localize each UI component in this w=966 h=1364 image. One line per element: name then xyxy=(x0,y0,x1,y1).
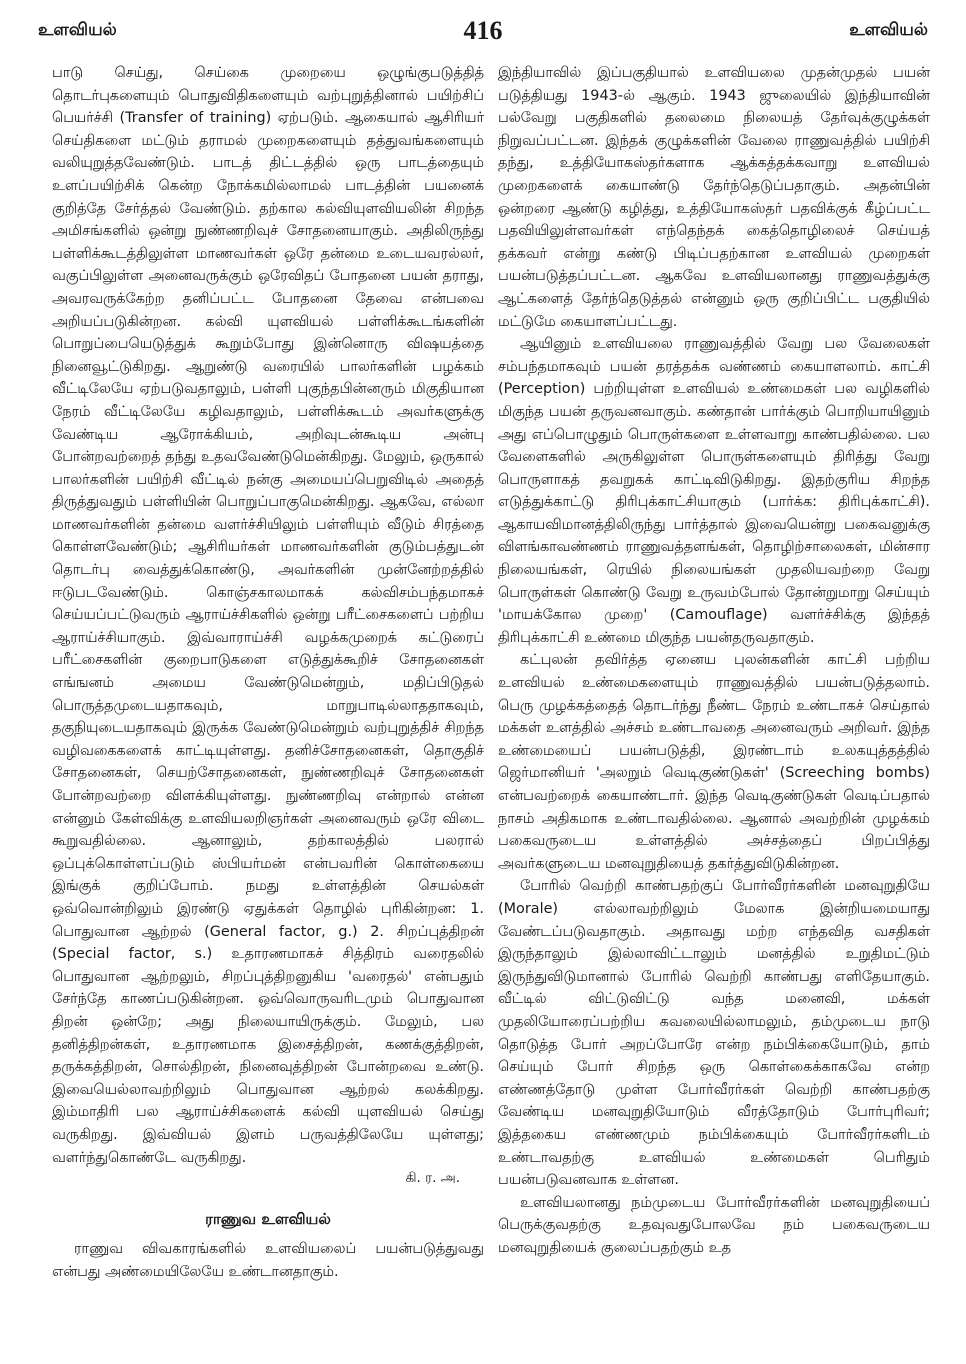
right-paragraph-4: போரில் வெற்றி காண்பதற்குப் போர்வீரர்களின் மனவுறுதியே (Morale) எல்லாவற்றிலும் மேலாக இன்றியமையாது வேண்டப்படுவதாகும். அதாவது மற்ற எந்தவித வசதிகள் இருந்தாலும் இல்லாவிட்டாலும் மனத்தில் உறுதிமட்டும் இருந்துவிடுமானால் போரில் வெற்றி காண்பது எளிதேயாகும். வீட்டில் விட்டுவிட்டு வந்த மனைவி, மக்கள் முதலியோரைப்பற்றிய கவலையில்லாமலும், தம்முடைய நாடு தொடுத்த போர் அறப்போரே என்ற நம்பிக்கையோடும், தாம் செய்யும் போர் சிறந்த ஒரு கொள்கைக்காகவே என்ற எண்ணத்தோடு முள்ள போர்வீரர்கள் வெற்றி காண்பதற்கு வேண்டிய மனவுறுதியோடும் வீரத்தோடும் போர்புரிவர்; இத்தகைய எண்ணமும் நம்பிக்கையும் போர்வீரர்களிடம் உண்டாவதற்கு உளவியல் உண்மைகள் பெரிதும் பயன்படுவனவாக உள்ளன. xyxy=(498,878,930,1189)
left-paragraph-2: ராணுவ விவகாரங்களில் உளவியலைப் பயன்படுத்துவது என்பது அண்மையிலேயே உண்டானதாகும். xyxy=(52,1241,484,1280)
right-column xyxy=(498,62,930,1358)
right-paragraph-5: உளவியலானது நம்முடைய போர்வீரர்களின் மனவுறுதியைப் பெருக்குவதற்கு உதவுவதுபோலவே நம் பகைவருடைய மனவுறுதியைக் குலைப்பதற்கும் உத xyxy=(498,1194,930,1256)
left-column xyxy=(52,62,484,1352)
right-paragraph-2: ஆயினும் உளவியலை ராணுவத்தில் வேறு பல வேலைகள் சம்பந்தமாகவும் பயன் தரத்தக்க வண்ணம் கையாளலாம். காட்சி (Perception) பற்றியுள்ள உளவியல் உண்மைகள் பல வழிகளில் மிகுந்த பயன் தருவனவாகும். கண்தான் பார்க்கும் பொறியாயினும் அது எப்பொழுதும் பொருள்களை உள்ளவாறு காண்பதில்லை. பல வேளைகளில் அருகிலுள்ள பொருள்களையும் திரித்து வேறு பொருளாகத் தவறுகக் காட்டிவிடுகிறது. இதற்குரிய சிறந்த எடுத்துக்காட்டு திரிபுக்காட்சியாகும் (பார்க்க: திரிபுக்காட்சி). ஆகாயவிமானத்திலிருந்து பார்த்தால் இவையென்று பகைவனுக்கு விளங்காவண்ணம் ராணுவத்தளங்கள், தொழிற்சாலைகள், மின்சார நிலையங்கள், ரெயில் நிலையங்கள் முதலியவற்றை வேறு பொருள்கள் கொண்டு வேறு உருவம்போல் தோன்றுமாறு செய்யும் 'மாயக்கோல முறை' (Camouflage) வளர்ச்சிக்கு இந்தத் திரிபுக்காட்சி உண்மை மிகுந்த பயன்தருவதாகும். xyxy=(498,336,930,646)
left-paragraph-1: பாடு செய்து, செய்கை முறையை ஒழுங்குபடுத்தித் தொடர்புகளையும் பொதுவிதிகளையும் வற்புறுத்தினால் பயிற்சிப் பெயர்ச்சி (Transfer of training) ஏற்படும். ஆகையால் ஆசிரியர் செய்திகளை மட்டும் தராமல் முறைகளையும் தத்துவங்களையும் வலியுறுத்தவேண்டும். பாடத் திட்டத்தில் ஒரு பாடத்தையும் உளப்பயிற்சிக் கென்ற நோக்கமில்லாமல் பாடத்தின் பயனைக் குறித்தே சேர்த்தல் வேண்டும். தற்கால கல்வியுளவியலின் சிறந்த அமிசங்களில் ஒன்று நுண்ணறிவுச் சோதனையாகும். அதிலிருந்து பள்ளிக்கூடத்திலுள்ள மாணவர்கள் ஒரே தன்மை உடையவரல்லர், வகுப்பிலுள்ள அனைவருக்கும் ஒரேவிதப் போதனை பயன் தராது, அவரவருக்கேற்ற தனிப்பட்ட போதனை தேவை என்பவை அறியப்படுகின்றன. கல்வி யுளவியல் பள்ளிக்கூடங்களின் பொறுப்பையெடுத்துக் கூறும்போது இன்னொரு விஷயத்தை நினைவூட்டுகிறது. ஆறுண்டு வரையில் பாலர்களின் பழக்கம் வீட்டிலேயே ஏற்படுவதாலும், பள்ளி புகுந்தபின்னரும் மிகுதியான நேரம் வீட்டிலேயே கழிவதாலும், பள்ளிக்கூடம் அவர்களுக்கு வேண்டிய ஆரோக்கியம், அறிவுடன்கூடிய அன்பு போன்றவற்றைத் தந்து உதவவேண்டுமென்கிறது. மேலும், ஒருகால் பாலர்களின் பயிற்சி வீட்டில் நன்கு அமையப்பெறுவிடில் அதைத் திருத்துவதும் பள்ளியின் பொறுப்பாகுமென்கிறது. ஆகவே, எல்லா மாணவர்களின் தன்மை வளர்ச்சியிலும் பள்ளியும் வீடும் சிரத்தை கொள்ளவேண்டும்; ஆசிரியர்கள் மாணவர்களின் குடும்பத்துடன் தொடர்பு வைத்துக்கொண்டு, அவர்களின் முன்னேற்றத்தில் ஈடுபடவேண்டும். கொஞ்சகாலமாகக் கல்விசம்பந்தமாகச் செய்யப்பட்டுவரும் ஆராய்ச்சிகளில் ஒன்று பரீட்சைகளைப் பற்றிய ஆராய்ச்சியாகும். இவ்வாராய்ச்சி வழக்கமுறைக் கட்டுரைப் பரீட்சைகளின் குறைபாடுகளை எடுத்துக்கூறிச் சோதனைகள் எங்ஙனம் அமைய வேண்டுமென்றும், மதிப்பிடுதல் பொருத்தமுடையதாகவும், மாறுபாடில்லாததாகவும், தகுநியுடையதாகவும் இருக்க வேண்டுமென்றும் வற்புறுத்திச் சிறந்த வழிவகைகளைக் காட்டியுள்ளது. தனிச்சோதனைகள், தொகுதிச் சோதனைகள், செயற்சோதனைகள், நுண்ணறிவுச் சோதனைகள் போன்றவற்றை விளக்கியுள்ளது. நுண்ணறிவு என்றால் என்ன என்னும் கேள்விக்கு உளவியலறிஞர்கள் அனைவரும் ஒரே விடை கூறுவதில்லை. ஆனாலும், தற்காலத்தில் பலரால் ஒப்புக்கொள்ளப்படும் ஸ்பியர்மன் என்பவரின் கொள்கையை இங்குக் குறிப்போம். நமது உள்ளத்தின் செயல்கள் ஒவ்வொன்றிலும் இரண்டு ஏதுக்கள் தொழில் புரிகின்றன: 1. பொதுவான ஆற்றல் (General factor, g.) 2. சிறப்புத்திறன் (Special factor, s.) உதாரணமாகச் சித்திரம் வரைதலில் பொதுவான ஆற்றலும், சிறப்புத்திறனுகிய 'வரைதல்' என்பதும் சேர்ந்தே காணப்படுகின்றன. ஒவ்வொருவரிடமும் பொதுவான திறன் ஒன்றே; அது நிலையாயிருக்கும். மேலும், பல தனித்திறன்கள், உதாரணமாக இசைத்திறன், கணக்குத்திறன், தருக்கத்திறன், சொல்திறன், நினைவுத்திறன் போன்றவை உண்டு. இவையெல்லாவற்றிலும் பொதுவான ஆற்றல் கலக்கிறது. இம்மாதிரி பல ஆராய்ச்சிகளைக் கல்வி யுளவியல் செய்து வருகிறது. இவ்வியல் இளம் பருவத்திலேயே யுள்ளது; வளர்ந்துகொண்டே வருகிறது. xyxy=(52,65,484,1166)
page-number: 416 xyxy=(463,16,503,45)
running-title-right: உளவியல் xyxy=(849,20,928,40)
author-signature: கி. ர. அ. xyxy=(405,1170,460,1187)
page-header xyxy=(38,14,928,48)
right-paragraph-3: கட்புலன் தவிர்த்த ஏனைய புலன்களின் காட்சி பற்றிய உளவியல் உண்மைகளையும் ராணுவத்தில் பயன்படுத்தலாம். பெரு முழக்கத்தைத் தொடர்ந்து நீண்ட நேரம் உண்டாகச் செய்தால் மக்கள் உளத்தில் அச்சம் உண்டாவதை அனைவரும் அறிவர். இந்த உண்மையைப் பயன்படுத்தி, இரண்டாம் உலகயுத்தத்தில் ஜெர்மானியர் 'அலறும் வெடிகுண்டுகள்' (Screeching bombs) என்பவற்றைக் கையாண்டார். இந்த வெடிகுண்டுகள் வெடிப்பதால் நாசம் அதிகமாக உண்டாவதில்லை. ஆனால் அவற்றின் முழக்கம் பகைவருடைய உள்ளத்தில் அச்சத்தைப் பிறப்பித்து அவர்களுடைய மனவுறுதியைத் தகர்த்துவிடுகின்றன. xyxy=(498,652,930,872)
right-paragraph-1: இந்தியாவில் இப்பகுதியால் உளவியலை முதன்முதல் பயன் படுத்தியது 1943-ல் ஆகும். 1943 ஜுலையில் இந்தியாவின் பல்வேறு பகுதிகளில் தலைமை நிலையத் தேர்வுக்குழுக்கள் நிறுவப்பட்டன. இந்தக் குழுக்களின் வேலை ராணுவத்தில் பயிற்சி தந்து, உத்தியோகஸ்தர்களாக ஆக்கத்தக்கவாறு உளவியல் முறைகளைக் கையாண்டு தேர்ந்தெடுப்பதாகும். அதன்பின் ஒன்றரை ஆண்டு கழித்து, உத்தியோகஸ்தர் பதவிக்குக் கீழ்ப்பட்ட பதவியிலுள்ளவர்கள் எந்தெந்தக் கைத்தொழிலைச் செய்யத் தக்கவர் என்று கண்டு பிடிப்பதற்கான உளவியல் முறைகள் பயன்படுத்தப்பட்டன. ஆகவே உளவியலானது ராணுவத்துக்கு ஆட்களைத் தேர்ந்தெடுத்தல் என்னும் ஒரு குறிப்பிட்ட பகுதியில் மட்டுமே கையாளப்பட்டது. xyxy=(498,65,930,330)
running-title-left: உளவியல் xyxy=(38,20,117,40)
section-heading: ராணுவ உளவியல் xyxy=(205,1209,331,1228)
